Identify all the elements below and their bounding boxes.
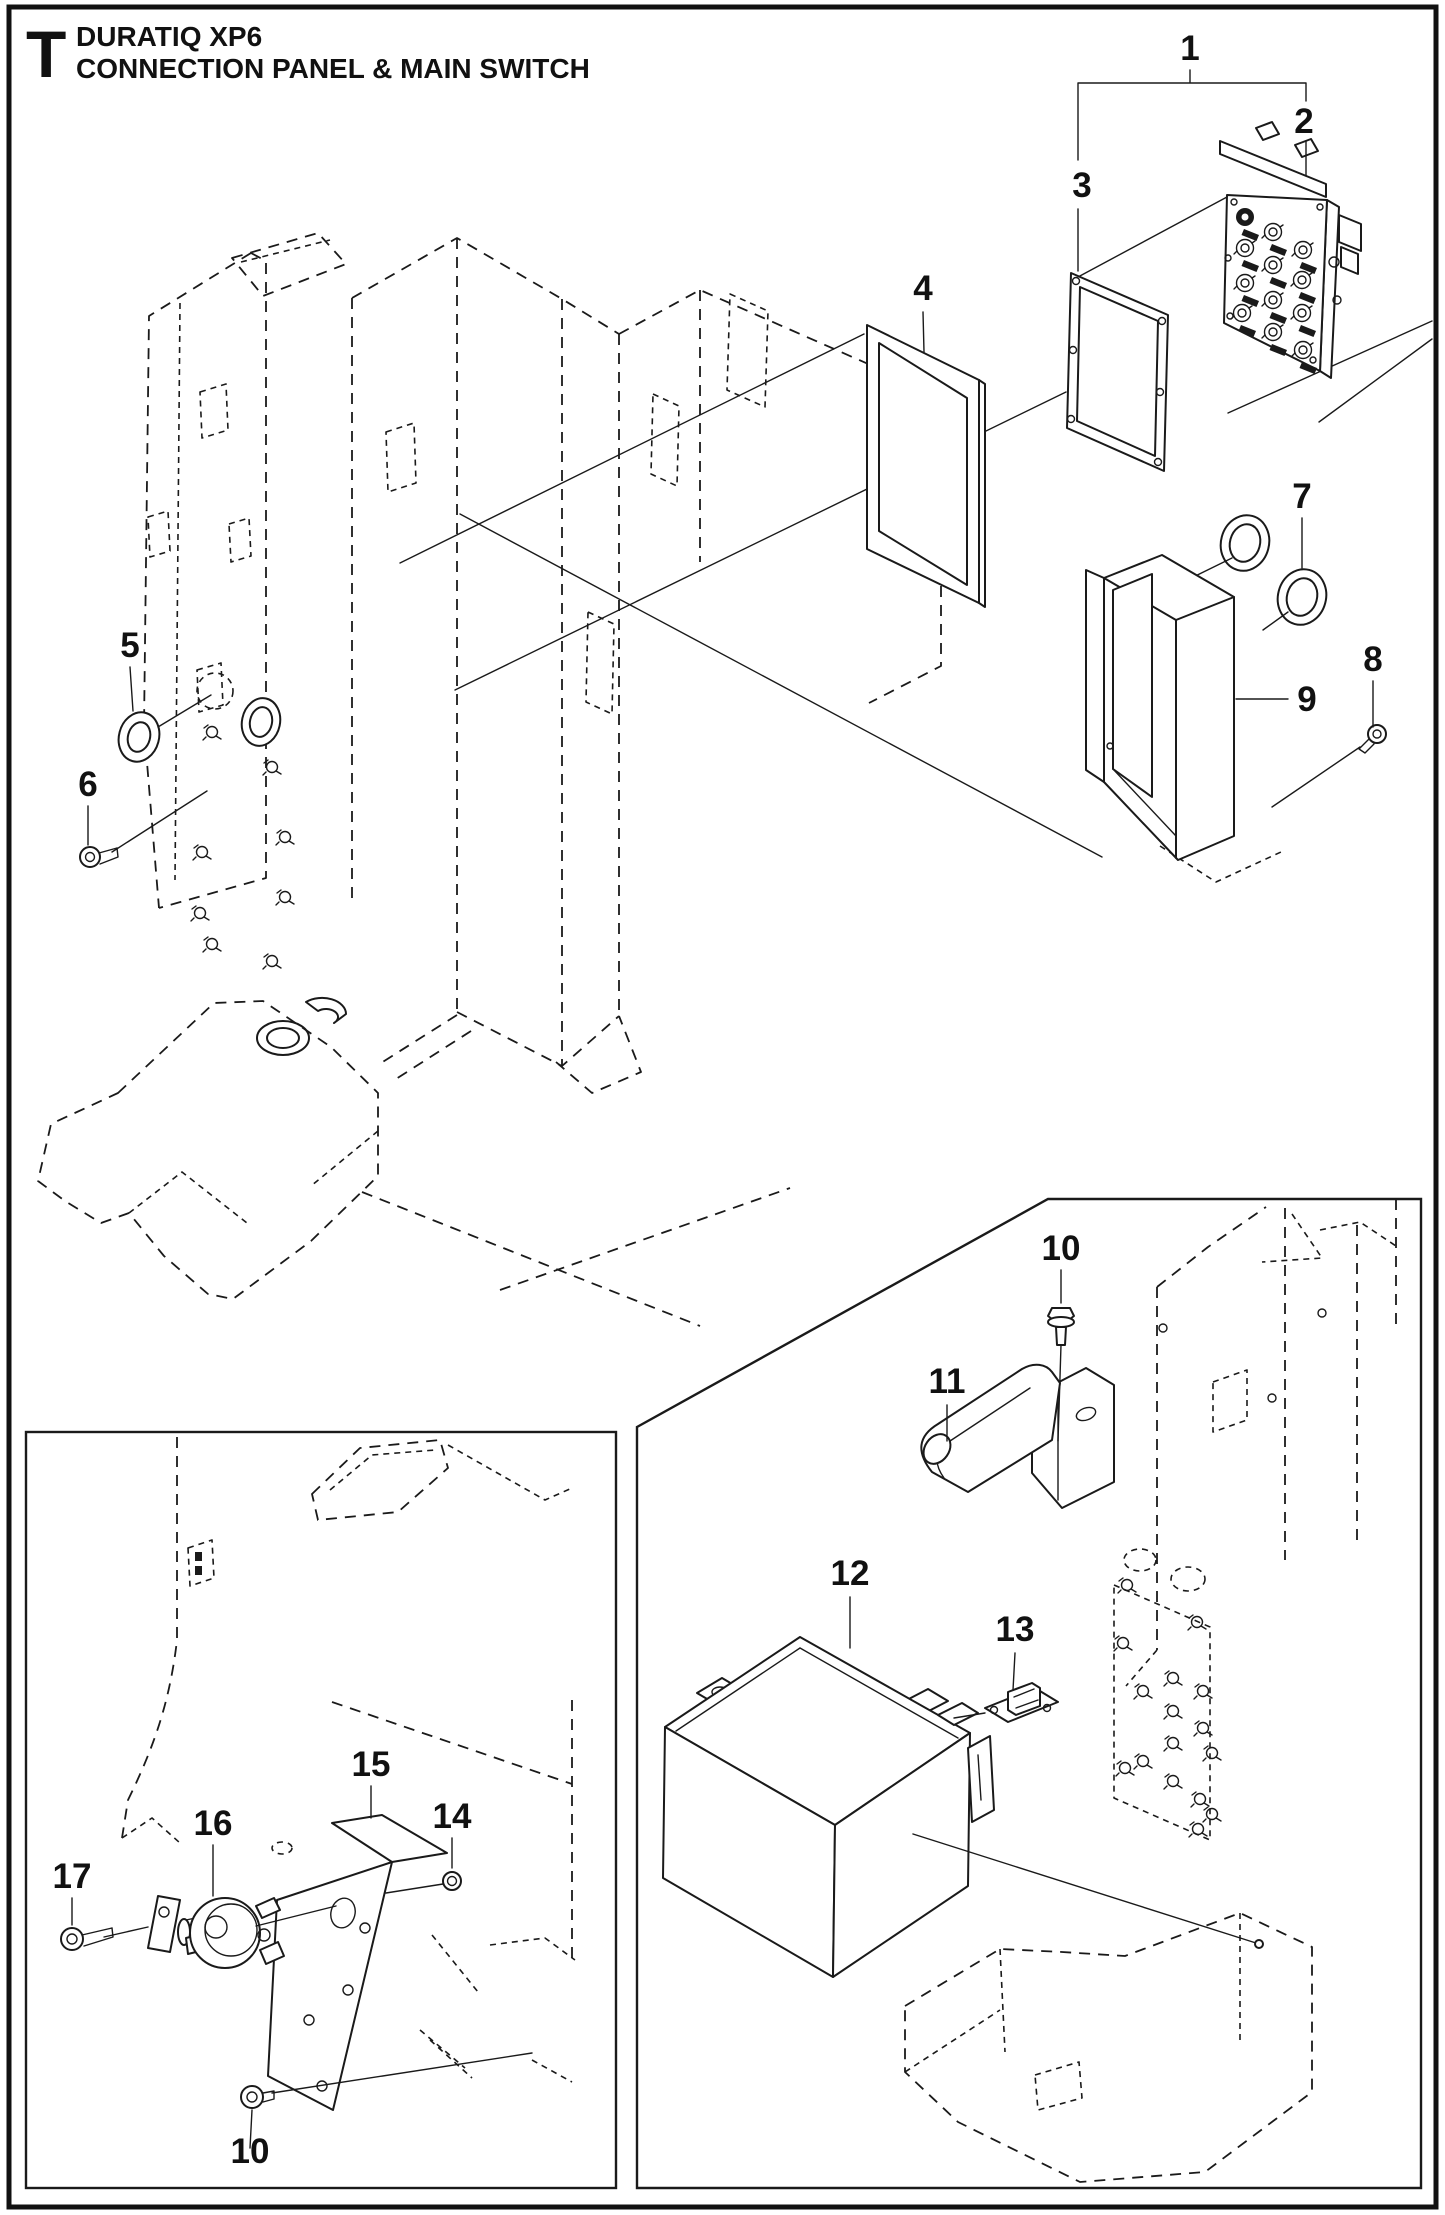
- model-name: DURATIQ XP6: [76, 21, 263, 52]
- part-callout-2: 2: [1294, 102, 1314, 141]
- title-block: [26, 17, 590, 91]
- part-16-main-switch: [148, 1896, 284, 1968]
- part-callout-13: 13: [995, 1610, 1035, 1649]
- part-3-gasket: [1067, 273, 1168, 471]
- part-2-connection-panel: [1220, 122, 1361, 378]
- leader-part-8: [1272, 747, 1360, 807]
- leader-part-6: [112, 791, 207, 852]
- callout-line-13: [1013, 1653, 1015, 1690]
- part-callout-10: 10: [1041, 1229, 1081, 1268]
- part-callout-5: 5: [120, 626, 140, 665]
- part-callout-8: 8: [1363, 640, 1383, 679]
- part-6-screw: [80, 847, 118, 867]
- part-callout-14: 14: [432, 1797, 472, 1836]
- part-17-screw: [61, 1928, 113, 1950]
- water-tank-dashed: [38, 1001, 790, 1326]
- part-callout-10-bottom-left: 10: [230, 2132, 270, 2171]
- leader-part-14: [386, 1884, 443, 1893]
- part-callout-6: 6: [78, 765, 98, 804]
- part-5-grommet: [113, 708, 165, 767]
- part-callout-9: 9: [1297, 680, 1317, 719]
- part-10-bolt-left: [241, 2086, 274, 2108]
- part-callout-1: 1: [1180, 29, 1200, 68]
- part-callout-16: 16: [193, 1804, 233, 1843]
- tank-filler-neck: [257, 998, 346, 1055]
- contactor-box-chassis-dashed: [905, 1199, 1396, 2182]
- page-title: CONNECTION PANEL & MAIN SWITCH: [76, 53, 590, 84]
- part-8-screw: [1359, 725, 1386, 753]
- part-14-nut: [443, 1872, 461, 1890]
- grommet-installed: [237, 695, 284, 750]
- part-callout-17: 17: [52, 1857, 92, 1896]
- part-callout-3: 3: [1072, 166, 1092, 205]
- part-callout-15: 15: [351, 1745, 391, 1784]
- part-12-contactor-unit: [663, 1637, 994, 1977]
- leader-part-5: [158, 695, 211, 727]
- leader-end-stud: [1255, 1940, 1263, 1948]
- callout-line-5: [130, 667, 133, 711]
- part-15-bracket-plate: [268, 1815, 447, 2110]
- section-letter: T: [26, 17, 67, 91]
- part-7-grommet-a: [1215, 510, 1276, 577]
- part-9-enclosure: [1086, 555, 1234, 860]
- part-callout-7: 7: [1292, 477, 1312, 516]
- part-7-grommet-b: [1272, 564, 1333, 631]
- panel-mounting-nuts: [191, 725, 294, 969]
- part-4-frame-plate: [867, 325, 985, 607]
- part-callout-4: 4: [913, 269, 933, 308]
- rear-panel-connector-nuts: [1114, 1578, 1221, 1837]
- part-10-bolt-right: [1048, 1308, 1074, 1345]
- part-callout-12: 12: [830, 1554, 870, 1593]
- leader-grommet-b: [1263, 612, 1288, 630]
- part-callout-11: 11: [928, 1362, 966, 1401]
- part-13-bracket: [985, 1683, 1058, 1722]
